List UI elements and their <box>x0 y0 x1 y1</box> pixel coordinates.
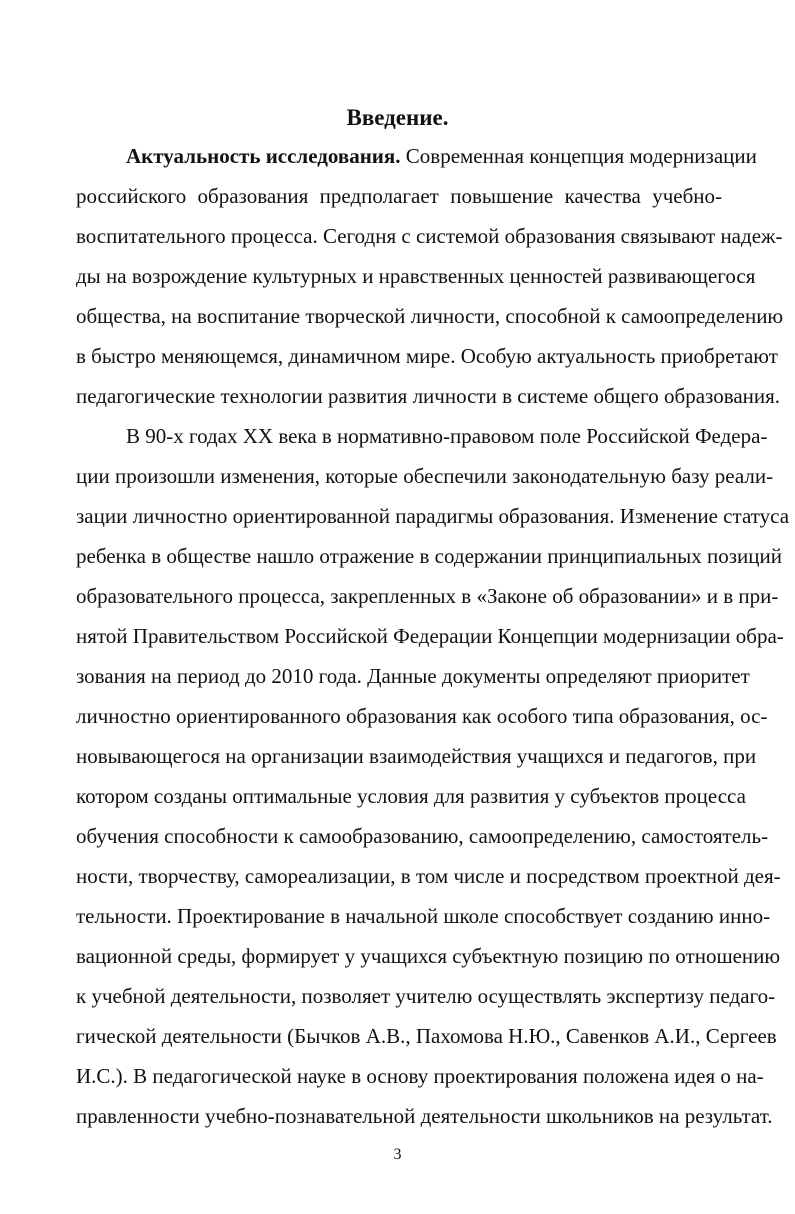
paragraph-2-line-12: ности, творчеству, самореализации, в том числе и посредством проектной дея- <box>76 864 781 888</box>
paragraph-2-line-15: к учебной деятельности, позволяет учителю осуществлять экспертизу педаго- <box>76 984 776 1008</box>
paragraph-2-line-13: тельности. Проектирование в начальной школе способствует созданию инно- <box>76 904 771 928</box>
section-lead-heading: Актуальность исследования. <box>126 144 401 168</box>
paragraph-2-line-4: ребенка в обществе нашло отражение в содержании принципиальных позиций <box>76 544 783 568</box>
paragraph-2-line-16: гической деятельности (Бычков А.В., Пахомова Н.Ю., Савенков А.И., Сергеев <box>76 1024 777 1048</box>
paragraph-1-line-1 <box>126 141 757 171</box>
paragraph-2-line-14: вационной среды, формирует у учащихся субъектную позицию по отношению <box>76 944 781 968</box>
paragraph-1-line-2: российского образования предполагает повышение качества учебно- <box>76 184 722 208</box>
paragraph-1-line-7: педагогические технологии развития личности в системе общего образования. <box>76 384 781 408</box>
paragraph-2-line-2: ции произошли изменения, которые обеспечили законодательную базу реали- <box>76 464 774 488</box>
paragraph-2-line-6: нятой Правительством Российской Федерации Концепции модернизации обра- <box>76 624 784 648</box>
paragraph-2-line-17: И.С.). В педагогической науке в основу проектирования положена идея о на- <box>76 1064 764 1088</box>
paragraph-1-line-6: в быстро меняющемся, динамичном мире. Особую актуальность приобретают <box>76 344 778 368</box>
paragraph-2-line-11: обучения способности к самообразованию, самоопределению, самостоятель- <box>76 824 769 848</box>
paragraph-2-line-18: правленности учебно-познавательной деятельности школьников на результат. <box>76 1104 773 1128</box>
paragraph-2-line-8: личностно ориентированного образования как особого типа образования, ос- <box>76 704 768 728</box>
paragraph-1-line-5: общества, на воспитание творческой личности, способной к самоопределению <box>76 304 784 328</box>
paragraph-2-line-7: зования на период до 2010 года. Данные документы определяют приоритет <box>76 664 750 688</box>
page-title: Введение. <box>346 105 449 130</box>
paragraph-1-line-1-text: Современная концепция модернизации <box>405 144 757 168</box>
paragraph-1-line-3: воспитательного процесса. Сегодня с системой образования связывают надеж- <box>76 224 783 248</box>
paragraph-2-line-9: новывающегося на организации взаимодействия учащихся и педагогов, при <box>76 744 757 768</box>
paragraph-2-line-1: В 90-х годах XX века в нормативно-правовом поле Российской Федера- <box>126 424 768 448</box>
paragraph-2-line-3: зации личностно ориентированной парадигмы образования. Изменение статуса <box>76 504 790 528</box>
paragraph-1-line-4: ды на возрождение культурных и нравственных ценностей развивающегося <box>76 264 756 288</box>
paragraph-2-line-10: котором созданы оптимальные условия для развития у субъектов процесса <box>76 784 746 808</box>
page-number: 3 <box>393 1146 402 1163</box>
paragraph-2-line-5: образовательного процесса, закрепленных в «Законе об образовании» и в при- <box>76 584 779 608</box>
